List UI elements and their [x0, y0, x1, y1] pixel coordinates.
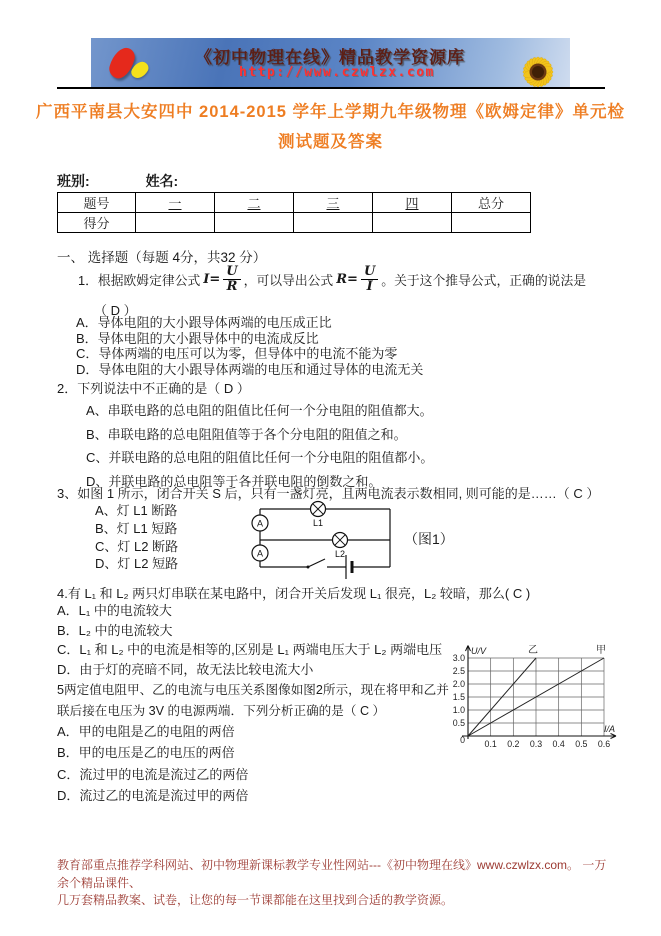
banner-site-title: 《初中物理在线》精品教学资源库	[195, 48, 465, 68]
q1-options	[76, 315, 423, 377]
q1-answer: （ D ）	[94, 303, 137, 318]
figure1-caption: （图1）	[404, 531, 454, 547]
page-title	[0, 97, 661, 157]
q4-option-b: B．L₂ 中的电流较大	[57, 622, 173, 638]
q3-option-a: A、灯 L1 断路	[95, 503, 178, 518]
header-cell-total: 总分	[452, 193, 531, 213]
score-table-header-row	[58, 193, 531, 213]
header-cell-question-no: 题号	[58, 193, 136, 213]
ohm-law-formula: I = $\frac{U}{R}$	[203, 265, 240, 293]
score-table-score-row	[58, 213, 531, 233]
fraction-u-over-r: $\frac{U}{R}$	[223, 265, 240, 293]
q2-option-b: B、串联电路的总电阻阻值等于各个分电阻的阻值之和。	[86, 426, 407, 442]
lamp-l2-icon	[333, 533, 348, 548]
svg-text:0.5: 0.5	[575, 739, 588, 749]
site-banner	[91, 38, 570, 88]
q2-options	[86, 399, 433, 493]
q5-option-a: A．甲的电阻是乙的电阻的两倍	[57, 724, 235, 739]
question-1	[78, 261, 618, 319]
footer-line2: 几万套精品教案、试卷，让您的每一节课都能在这里找到合适的教学资源。	[57, 893, 454, 907]
page-title-line1: 广西平南县大安四中 2014-2015 学年上学期九年级物理《欧姆定律》单元检	[35, 103, 626, 121]
q1-tail-text: 。关于这个推导公式，正确的说法是	[381, 272, 587, 288]
lamp-l1-icon	[311, 502, 326, 517]
derived-formula: R = $\frac{U}{I}$	[336, 265, 378, 293]
svg-text:1.5: 1.5	[452, 692, 465, 702]
question-4-stem: 4.有 L₁ 和 L₂ 两只灯串联在某电路中，闭合开关后发现 L₁ 很亮，L₂ 较暗，那么( C )	[57, 586, 531, 601]
q4-options	[57, 601, 442, 679]
class-label: 班别:	[57, 173, 90, 189]
q5-option-b: B．甲的电压是乙的电压的两倍	[57, 745, 235, 761]
site-logo-icon	[109, 44, 161, 84]
q1-lead-text: 1．根据欧姆定律公式	[78, 272, 201, 288]
svg-text:I/A: I/A	[603, 724, 615, 734]
q5-option-c: C．流过甲的电流是流过乙的两倍	[57, 766, 249, 782]
lamp-l1-label: L1	[312, 518, 324, 528]
lamp-l2-label: L2	[334, 549, 346, 559]
score-cell-empty-4	[373, 213, 452, 233]
q3-option-b: B、灯 L1 短路	[95, 520, 178, 536]
circuit-diagram	[238, 495, 406, 583]
page-title-line2: 测试题及答案	[278, 133, 383, 151]
score-cell-empty-2	[215, 213, 294, 233]
score-cell-empty-3	[294, 213, 373, 233]
question-5-stem	[57, 680, 449, 722]
svg-text:0.1: 0.1	[484, 739, 497, 749]
student-info-row	[57, 171, 178, 191]
footer-line1: 教育部重点推荐学科网站、初中物理新课标教学专业性网站---《初中物理在线》www.czwlzx.com。 一万余个精品课件、	[57, 858, 607, 890]
q4-option-c: C．L₁ 和 L₂ 中的电流是相等的,区别是 L₁ 两端电压大于 L₂ 两端电压	[57, 642, 443, 657]
header-cell-part3: 三	[294, 193, 373, 213]
ammeter-2-icon	[252, 545, 268, 561]
q1-option-a: A．导体电阻的大小跟导体两端的电压成正比	[76, 315, 332, 330]
header-divider-line	[57, 87, 605, 89]
q1-option-d: D．导体电阻的大小跟导体两端的电压和通过导体的电流无关	[76, 361, 424, 377]
q1-option-b: B．导体电阻的大小跟导体中的电流成反比	[76, 330, 319, 346]
svg-text:0.6: 0.6	[597, 739, 611, 749]
svg-text:甲: 甲	[596, 645, 606, 656]
svg-text:乙: 乙	[528, 645, 538, 656]
svg-text:2.5: 2.5	[452, 666, 465, 676]
ammeter-1-icon	[252, 515, 268, 531]
q5-option-d: D．流过乙的电流是流过甲的两倍	[57, 787, 249, 803]
q1-mid-text: ，可以导出公式	[243, 272, 334, 288]
q5-stem-line1: 5两定值电阻甲、乙的电流与电压关系图像如图2所示，现在将甲和乙并	[57, 683, 449, 697]
q5-options	[57, 721, 248, 806]
q4-option-d: D．由于灯的亮暗不同，故无法比较电流大小	[57, 661, 314, 677]
header-cell-part4: 四	[373, 193, 452, 213]
q3-option-c: C、灯 L2 断路	[95, 538, 179, 554]
question-3-stem: 3、如图 1 所示，闭合开关 S 后，只有一盏灯亮，且两电流表示数相同, 则可能的是……（ C ）	[57, 486, 600, 501]
name-label: 姓名:	[145, 173, 179, 189]
switch-pivot-dot	[307, 566, 310, 569]
svg-text:0.5: 0.5	[452, 718, 465, 728]
banner-site-url: http://www.czwlzx.com	[239, 65, 435, 80]
q1-option-c: C．导体两端的电压可以为零，但导体中的电流不能为零	[76, 346, 398, 361]
footer-promo-text	[57, 857, 607, 910]
svg-text:A: A	[256, 518, 264, 529]
score-cell-empty-1	[136, 213, 215, 233]
svg-text:0.3: 0.3	[529, 739, 543, 749]
svg-text:2.0: 2.0	[452, 679, 465, 689]
fraction-u-over-i: $\frac{U}{I}$	[361, 265, 378, 293]
sunflower-icon	[506, 44, 568, 88]
score-row-label: 得分	[58, 213, 136, 233]
section-heading: 一、 选择题（每题 4分，共32 分）	[57, 250, 267, 265]
svg-text:U/V: U/V	[471, 646, 487, 656]
svg-text:3.0: 3.0	[452, 653, 465, 663]
q3-options	[95, 502, 178, 573]
svg-text:0.4: 0.4	[552, 739, 565, 749]
header-cell-part1: 一	[136, 193, 215, 213]
score-cell-empty-total	[452, 213, 531, 233]
svg-text:0: 0	[460, 735, 465, 745]
header-cell-part2: 二	[215, 193, 294, 213]
svg-text:A: A	[256, 548, 264, 559]
q3-option-d: D、灯 L2 短路	[95, 556, 179, 572]
q2-option-d: D、并联电路的总电阻等于各并联电阻的倒数之和。	[86, 473, 382, 489]
q2-option-c: C、并联电路的总电阻的阻值比任何一个分电阻的阻值都小。	[86, 450, 434, 465]
svg-text:0.2: 0.2	[507, 739, 520, 749]
ui-graph-figure2	[440, 640, 622, 758]
question-2-stem: 2．下列说法中不正确的是（ D ）	[57, 381, 250, 396]
score-table	[57, 192, 531, 233]
q5-stem-line2: 联后接在电压为 3V 的电源两端．下列分析正确的是（ C ）	[57, 704, 386, 718]
q4-option-a: A．L₁ 中的电流较大	[57, 603, 172, 618]
q2-option-a: A、串联电路的总电阻的阻值比任何一个分电阻的阻值都大。	[86, 403, 433, 418]
svg-text:1.0: 1.0	[452, 705, 465, 715]
